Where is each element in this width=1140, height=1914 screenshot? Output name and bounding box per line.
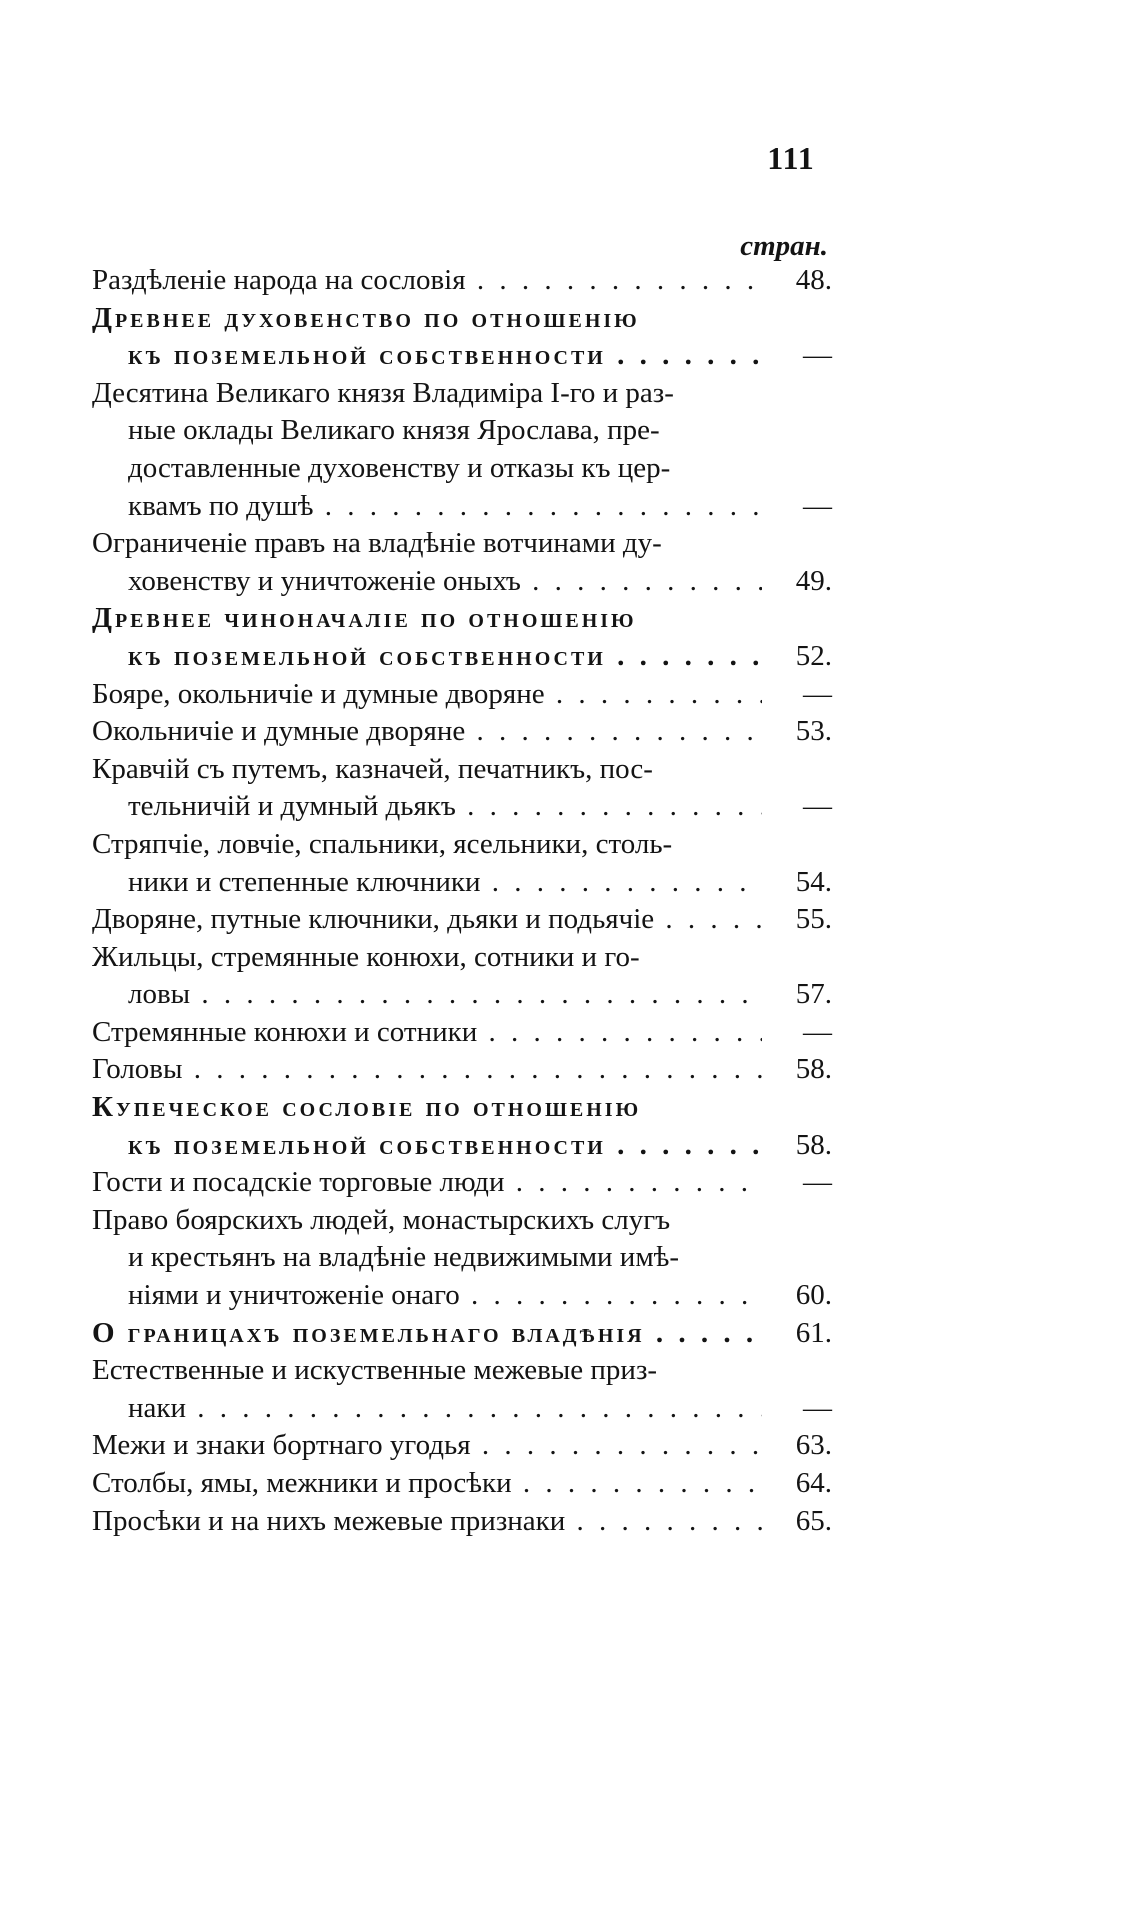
toc-entry <box>92 1014 832 1052</box>
toc-entry-line: къ поземельной собственности . . . <box>92 1127 762 1165</box>
toc-entry-line: ніями и уничтоженіе онаго . . . <box>92 1277 762 1315</box>
toc-entry-line: Дворяне, путные ключники, дьяки и подьячіе . . . <box>92 901 762 939</box>
toc-entry-line: Раздѣленіе народа на сословія . . . <box>92 262 762 300</box>
toc-entry <box>92 676 832 714</box>
toc-page-ref: 48. <box>795 264 832 296</box>
toc-page-ref: — <box>803 677 832 710</box>
page-column-header: стран. <box>740 230 828 262</box>
toc-entry-line: Древнее чиноначаліе по отношенію <box>92 602 637 635</box>
toc-entry <box>92 1503 832 1541</box>
toc-entry-line: къ поземельной собственности . . . <box>92 337 762 375</box>
toc-page-ref: — <box>803 790 832 823</box>
toc-page-ref: 55. <box>795 903 832 936</box>
toc-entry <box>92 1089 832 1164</box>
toc-entry-line: Стремянные конюхи и сотники . . . <box>92 1014 762 1052</box>
toc-page-ref: — <box>803 1166 832 1199</box>
toc-page-ref: 54. <box>795 865 832 898</box>
page-number: 111 <box>767 140 815 176</box>
toc-entry <box>92 600 832 675</box>
toc-entry-line: Ограниченіе правъ на владѣніе вотчинами ду- <box>92 527 662 560</box>
toc-entry-line: Право боярскихъ людей, монастырскихъ слугъ <box>92 1203 671 1236</box>
toc-entry-line: Древнее духовенство по отношенію <box>92 301 640 334</box>
toc-entry-line: наки . . . <box>92 1390 762 1428</box>
toc-entry <box>92 901 832 939</box>
toc-page-ref: 53. <box>795 715 832 748</box>
toc-page-ref: — <box>803 489 832 522</box>
toc-page-ref: 61. <box>795 1316 832 1349</box>
toc-entry-line: О границахъ поземельнаго владѣнія . . . <box>92 1315 762 1353</box>
toc-entry <box>92 1202 832 1315</box>
toc-entry <box>92 525 832 600</box>
toc-entry-line: Бояре, окольничіе и думные дворяне . . . <box>92 676 762 714</box>
toc-entry-line: и крестьянъ на владѣніе недвижимыми имѣ- <box>128 1241 680 1274</box>
toc-entry-line: Столбы, ямы, межники и просѣки . . . <box>92 1465 762 1503</box>
toc-entry-line: Гости и посадскіе торговые люди . . . <box>92 1164 762 1202</box>
toc-page-ref: 58. <box>795 1128 832 1161</box>
toc-page-ref: — <box>803 1391 832 1424</box>
toc-entry-line: Головы . . . <box>92 1051 762 1089</box>
toc-entry-line: Жильцы, стремянные конюхи, сотники и го- <box>92 940 640 973</box>
toc-entry-line: ховенству и уничтоженіе оныхъ . . . <box>92 563 762 601</box>
toc-entry <box>92 1164 832 1202</box>
toc-page-ref: 64. <box>795 1467 832 1499</box>
toc-entry-line: Естественные и искуственные межевые приз- <box>92 1354 658 1387</box>
toc-entry-line: Купеческое сословіе по отношенію <box>92 1091 642 1124</box>
toc-entry <box>92 1051 832 1089</box>
toc-entry-line: ные оклады Великаго князя Ярослава, пре- <box>128 414 660 447</box>
toc-page-ref: 49. <box>795 564 832 597</box>
toc-page-ref: 60. <box>795 1279 832 1312</box>
toc-entry-line: квамъ по душѣ . . . <box>92 488 762 526</box>
toc-entry-line: Окольничіе и думные дворяне . . . <box>92 713 762 751</box>
toc-entry <box>92 1352 832 1427</box>
toc-entry-line: Десятина Великаго князя Владиміра I-го и раз- <box>92 376 674 409</box>
toc-entry-line: тельничій и думный дьякъ . . . <box>92 788 762 826</box>
toc-entry <box>92 375 832 525</box>
toc-entry-line: Межи и знаки бортнаго угодья . . . <box>92 1427 762 1465</box>
toc-entry-line: Кравчій съ путемъ, казначей, печатникъ, пос- <box>92 752 653 785</box>
toc-entry <box>92 713 832 751</box>
toc-entry-line: ники и степенные ключники . . . <box>92 864 762 902</box>
toc-page-ref: 58. <box>795 1053 832 1086</box>
toc-page-ref: 65. <box>795 1504 832 1537</box>
toc-entry <box>92 262 832 300</box>
toc-page-ref: 63. <box>795 1429 832 1462</box>
toc-page-ref: 52. <box>795 639 832 672</box>
toc-entry <box>92 826 832 901</box>
table-of-contents <box>92 262 832 1540</box>
toc-entry-line: ловы . . . <box>92 976 762 1014</box>
toc-entry-line: доставленные духовенству и отказы къ цер- <box>128 451 671 484</box>
toc-page-ref: 57. <box>795 978 832 1011</box>
toc-entry-line: Просѣки и на нихъ межевые признаки . . . <box>92 1503 762 1541</box>
toc-entry-line: къ поземельной собственности . . . <box>92 638 762 676</box>
toc-entry <box>92 751 832 826</box>
toc-entry-line: Стряпчіе, ловчіе, спальники, ясельники, столь- <box>92 827 673 860</box>
toc-entry <box>92 1315 832 1353</box>
toc-entry <box>92 1427 832 1465</box>
toc-page-ref: — <box>803 1015 832 1048</box>
toc-entry <box>92 1465 832 1503</box>
toc-entry <box>92 939 832 1014</box>
toc-entry <box>92 300 832 375</box>
toc-page-ref: — <box>803 339 832 372</box>
